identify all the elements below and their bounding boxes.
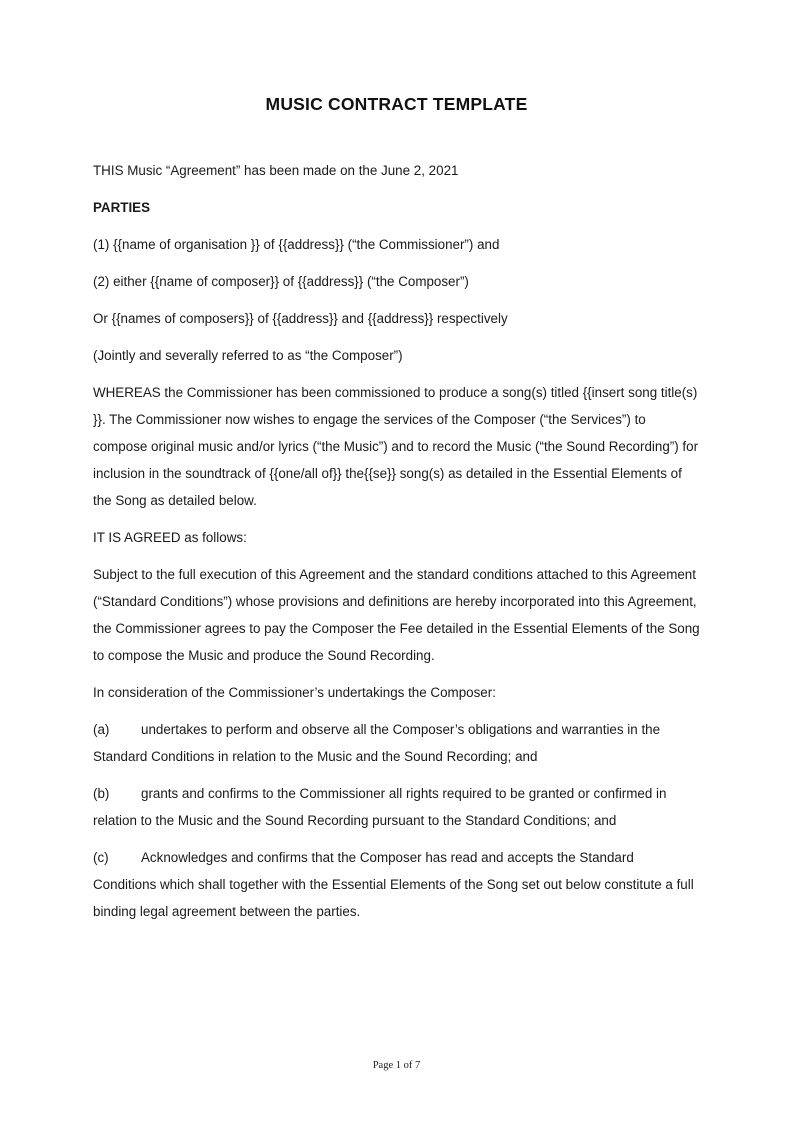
- clause-item-a-text: undertakes to perform and observe all the Composer’s obligations and warranties in the Standard Conditions in relation to the Music and the Sound Recording; and: [93, 722, 661, 764]
- spacer: [93, 295, 700, 305]
- clause-item-b-label: (b): [93, 786, 110, 801]
- party-line-2: (2) either {{name of composer}} of {{address}} (“the Composer”): [93, 274, 469, 289]
- clause-item-b: [93, 780, 700, 834]
- clause-item-c-label: (c): [93, 850, 109, 865]
- clause-item-b-text: grants and confirms to the Commissioner all rights required to be granted or confirmed in relation to the Music and the Sound Recording pursuant to the Standard Conditions; and: [93, 786, 667, 828]
- clause-item-c: [93, 844, 700, 925]
- clause-item-c-text: Acknowledges and confirms that the Composer has read and accepts the Standard Conditions which shall together with the Essential Elements of the Song set out below constitute a full binding legal agreement between the parties.: [93, 850, 694, 919]
- party-line-3: Or {{names of composers}} of {{address}} and {{address}} respectively: [93, 311, 508, 326]
- whereas-paragraph: WHEREAS the Commissioner has been commissioned to produce a song(s) titled {{insert song title(s) }}. The Commissioner now wishes to engage the services of the Composer (“the Services”) to compose original music and/or lyrics (“the Music”) and to record the Music (“the Sound Recording”) for inclusion in the soundtrack of {{one/all of}} the{{se}} song(s) as detailed in the Essential Elements of the Song as detailed below.: [93, 385, 699, 508]
- spacer: [93, 834, 700, 844]
- page-title: MUSIC CONTRACT TEMPLATE: [265, 94, 528, 114]
- intro-paragraph: THIS Music “Agreement” has been made on the June 2, 2021: [93, 163, 459, 178]
- clause-item-a-label: (a): [93, 722, 110, 737]
- spacer: [93, 514, 700, 524]
- spacer: [93, 369, 700, 379]
- party-line-4: (Jointly and severally referred to as “the Composer”): [93, 348, 403, 363]
- spacer: [93, 332, 700, 342]
- page-footer: Page 1 of 7: [372, 1060, 421, 1071]
- parties-heading: PARTIES: [93, 200, 151, 215]
- spacer: [93, 115, 700, 157]
- party-line-1: (1) {{name of organisation }} of {{address}} (“the Commissioner”) and: [93, 237, 500, 252]
- spacer: [93, 258, 700, 268]
- consideration-paragraph: In consideration of the Commissioner’s undertakings the Composer:: [93, 685, 496, 700]
- document-body: [93, 88, 700, 925]
- spacer: [93, 669, 700, 679]
- agreed-heading: IT IS AGREED as follows:: [93, 530, 247, 545]
- spacer: [93, 551, 700, 561]
- clause-subject-paragraph: Subject to the full execution of this Agreement and the standard conditions attached to this Agreement (“Standard Conditions”) whose provisions and definitions are hereby incorporated into this Agreement, the Commissioner agrees to pay the Composer the Fee detailed in the Essential Elements of the Song to compose the Music and produce the Sound Recording.: [93, 567, 700, 663]
- spacer: [93, 770, 700, 780]
- clause-item-a: [93, 716, 700, 770]
- spacer: [93, 184, 700, 194]
- spacer: [93, 221, 700, 231]
- spacer: [93, 706, 700, 716]
